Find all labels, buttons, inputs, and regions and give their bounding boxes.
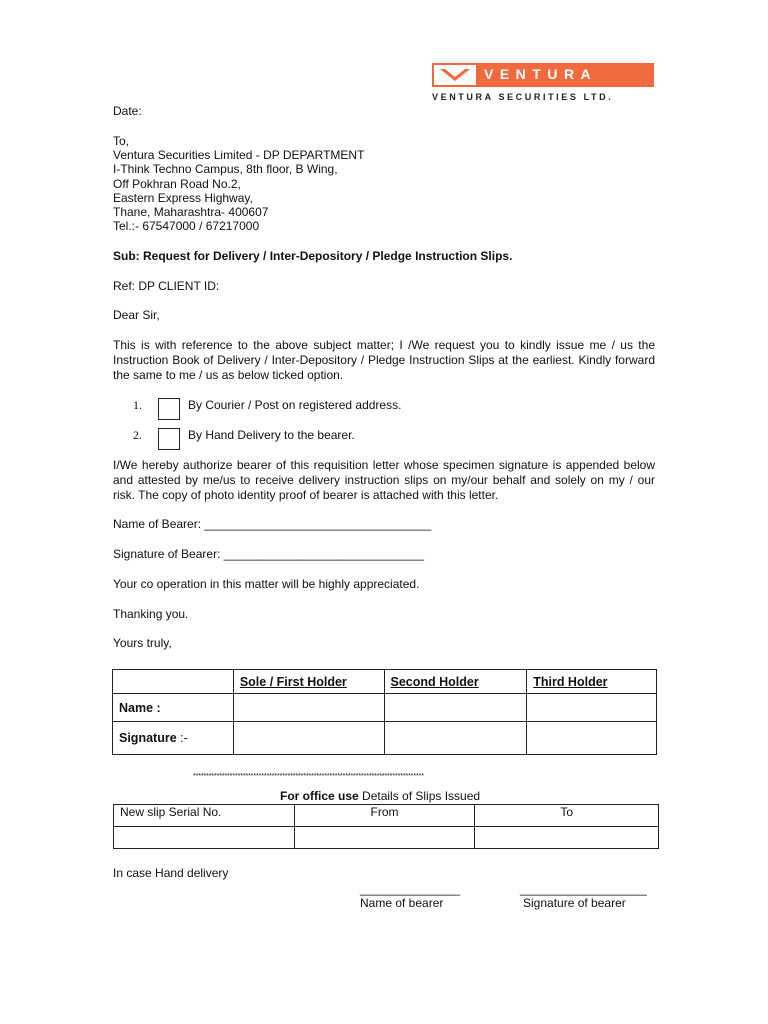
second-holder-signature-cell[interactable] — [384, 722, 527, 755]
hand-delivery-line: In case Hand delivery — [113, 866, 229, 880]
date-label: Date: — [113, 104, 142, 118]
request-paragraph: This is with reference to the above subject matter; I /We request you to kindly issue me / us the Instruction Book of Delivery / Inter-Depository / Pledge Instruction Slips at the earliest. Kindly forward the same to me / us as below ticked option. — [113, 338, 655, 382]
ventura-logo-mark-icon — [434, 65, 476, 85]
to-label: To, — [113, 134, 130, 148]
slips-serial-header: New slip Serial No. — [114, 805, 295, 827]
office-use-heading — [280, 789, 480, 803]
row-label-name: Name : — [113, 694, 234, 722]
third-holder-name-cell[interactable] — [527, 694, 657, 722]
slips-to-cell[interactable] — [475, 827, 659, 849]
address-line-4: Eastern Express Highway, — [113, 191, 253, 205]
option-2-number: 2. — [133, 428, 142, 442]
authorization-paragraph: I/We hereby authorize bearer of this requisition letter whose specimen signature is appended below and attested by me/us to receive delivery instruction slips on my/our behalf and solely on my / our risk. The copy of photo identity proof of bearer is attached with this letter. — [113, 458, 655, 502]
cooperation-line: Your co operation in this matter will be highly appreciated. — [113, 577, 420, 591]
slips-from-header: From — [294, 805, 475, 827]
holders-table — [112, 669, 657, 755]
ref-line: Ref: DP CLIENT ID: — [113, 279, 220, 293]
holders-name-row — [113, 694, 657, 722]
option-2-label: By Hand Delivery to the bearer. — [188, 428, 355, 442]
logo-wordmark: VENTURA — [484, 66, 598, 82]
option-1-checkbox[interactable] — [158, 398, 180, 420]
subject-line: Sub: Request for Delivery / Inter-Depository / Pledge Instruction Slips. — [113, 249, 513, 263]
header-second-holder: Second Holder — [390, 674, 479, 689]
salutation: Dear Sir, — [113, 308, 160, 322]
name-of-bearer-caption: Name of bearer — [360, 896, 444, 910]
holders-header-empty — [113, 670, 234, 694]
slips-from-cell[interactable] — [294, 827, 475, 849]
signature-label: Signature — [119, 731, 177, 745]
first-holder-name-cell[interactable] — [233, 694, 384, 722]
header-third-holder: Third Holder — [533, 674, 608, 689]
ventura-logo — [432, 63, 654, 87]
address-line-5: Thane, Maharashtra- 400607 — [113, 205, 269, 219]
asterisk-separator: **************************************************************************************** — [193, 773, 424, 780]
address-line-1: Ventura Securities Limited - DP DEPARTMENT — [113, 148, 365, 162]
signature-label-suffix: :- — [176, 731, 188, 745]
row-label-signature — [113, 722, 234, 755]
holders-signature-row — [113, 722, 657, 755]
option-1-label: By Courier / Post on registered address. — [188, 398, 402, 412]
option-1-number: 1. — [133, 398, 142, 412]
signature-of-bearer-field[interactable]: Signature of Bearer: ______________________________ — [113, 547, 424, 561]
header-first-holder: Sole / First Holder — [239, 674, 347, 689]
name-of-bearer-field[interactable]: Name of Bearer: __________________________________ — [113, 517, 432, 531]
office-use-rest: Details of Slips Issued — [358, 789, 481, 803]
signature-of-bearer-caption: Signature of bearer — [523, 896, 626, 910]
slips-serial-cell[interactable] — [114, 827, 295, 849]
closing-line: Yours truly, — [113, 636, 172, 650]
address-line-3: Off Pokhran Road No.2, — [113, 177, 241, 191]
holders-header-row — [113, 670, 657, 694]
third-holder-signature-cell[interactable] — [527, 722, 657, 755]
slips-table — [113, 804, 659, 849]
address-line-6: Tel.:- 67547000 / 67217000 — [113, 219, 260, 233]
option-2-checkbox[interactable] — [158, 428, 180, 450]
office-use-bold: For office use — [280, 789, 359, 803]
bearer-signature-blank[interactable]: ___________________ — [520, 882, 647, 896]
first-holder-signature-cell[interactable] — [233, 722, 384, 755]
logo-company-name: VENTURA SECURITIES LTD. — [432, 92, 614, 102]
slips-header-row — [114, 805, 659, 827]
slips-to-header: To — [475, 805, 659, 827]
thanks-line: Thanking you. — [113, 607, 189, 621]
address-line-2: I-Think Techno Campus, 8th floor, B Wing, — [113, 162, 338, 176]
slips-entry-row — [114, 827, 659, 849]
second-holder-name-cell[interactable] — [384, 694, 527, 722]
bearer-name-blank[interactable]: _______________ — [360, 882, 461, 896]
